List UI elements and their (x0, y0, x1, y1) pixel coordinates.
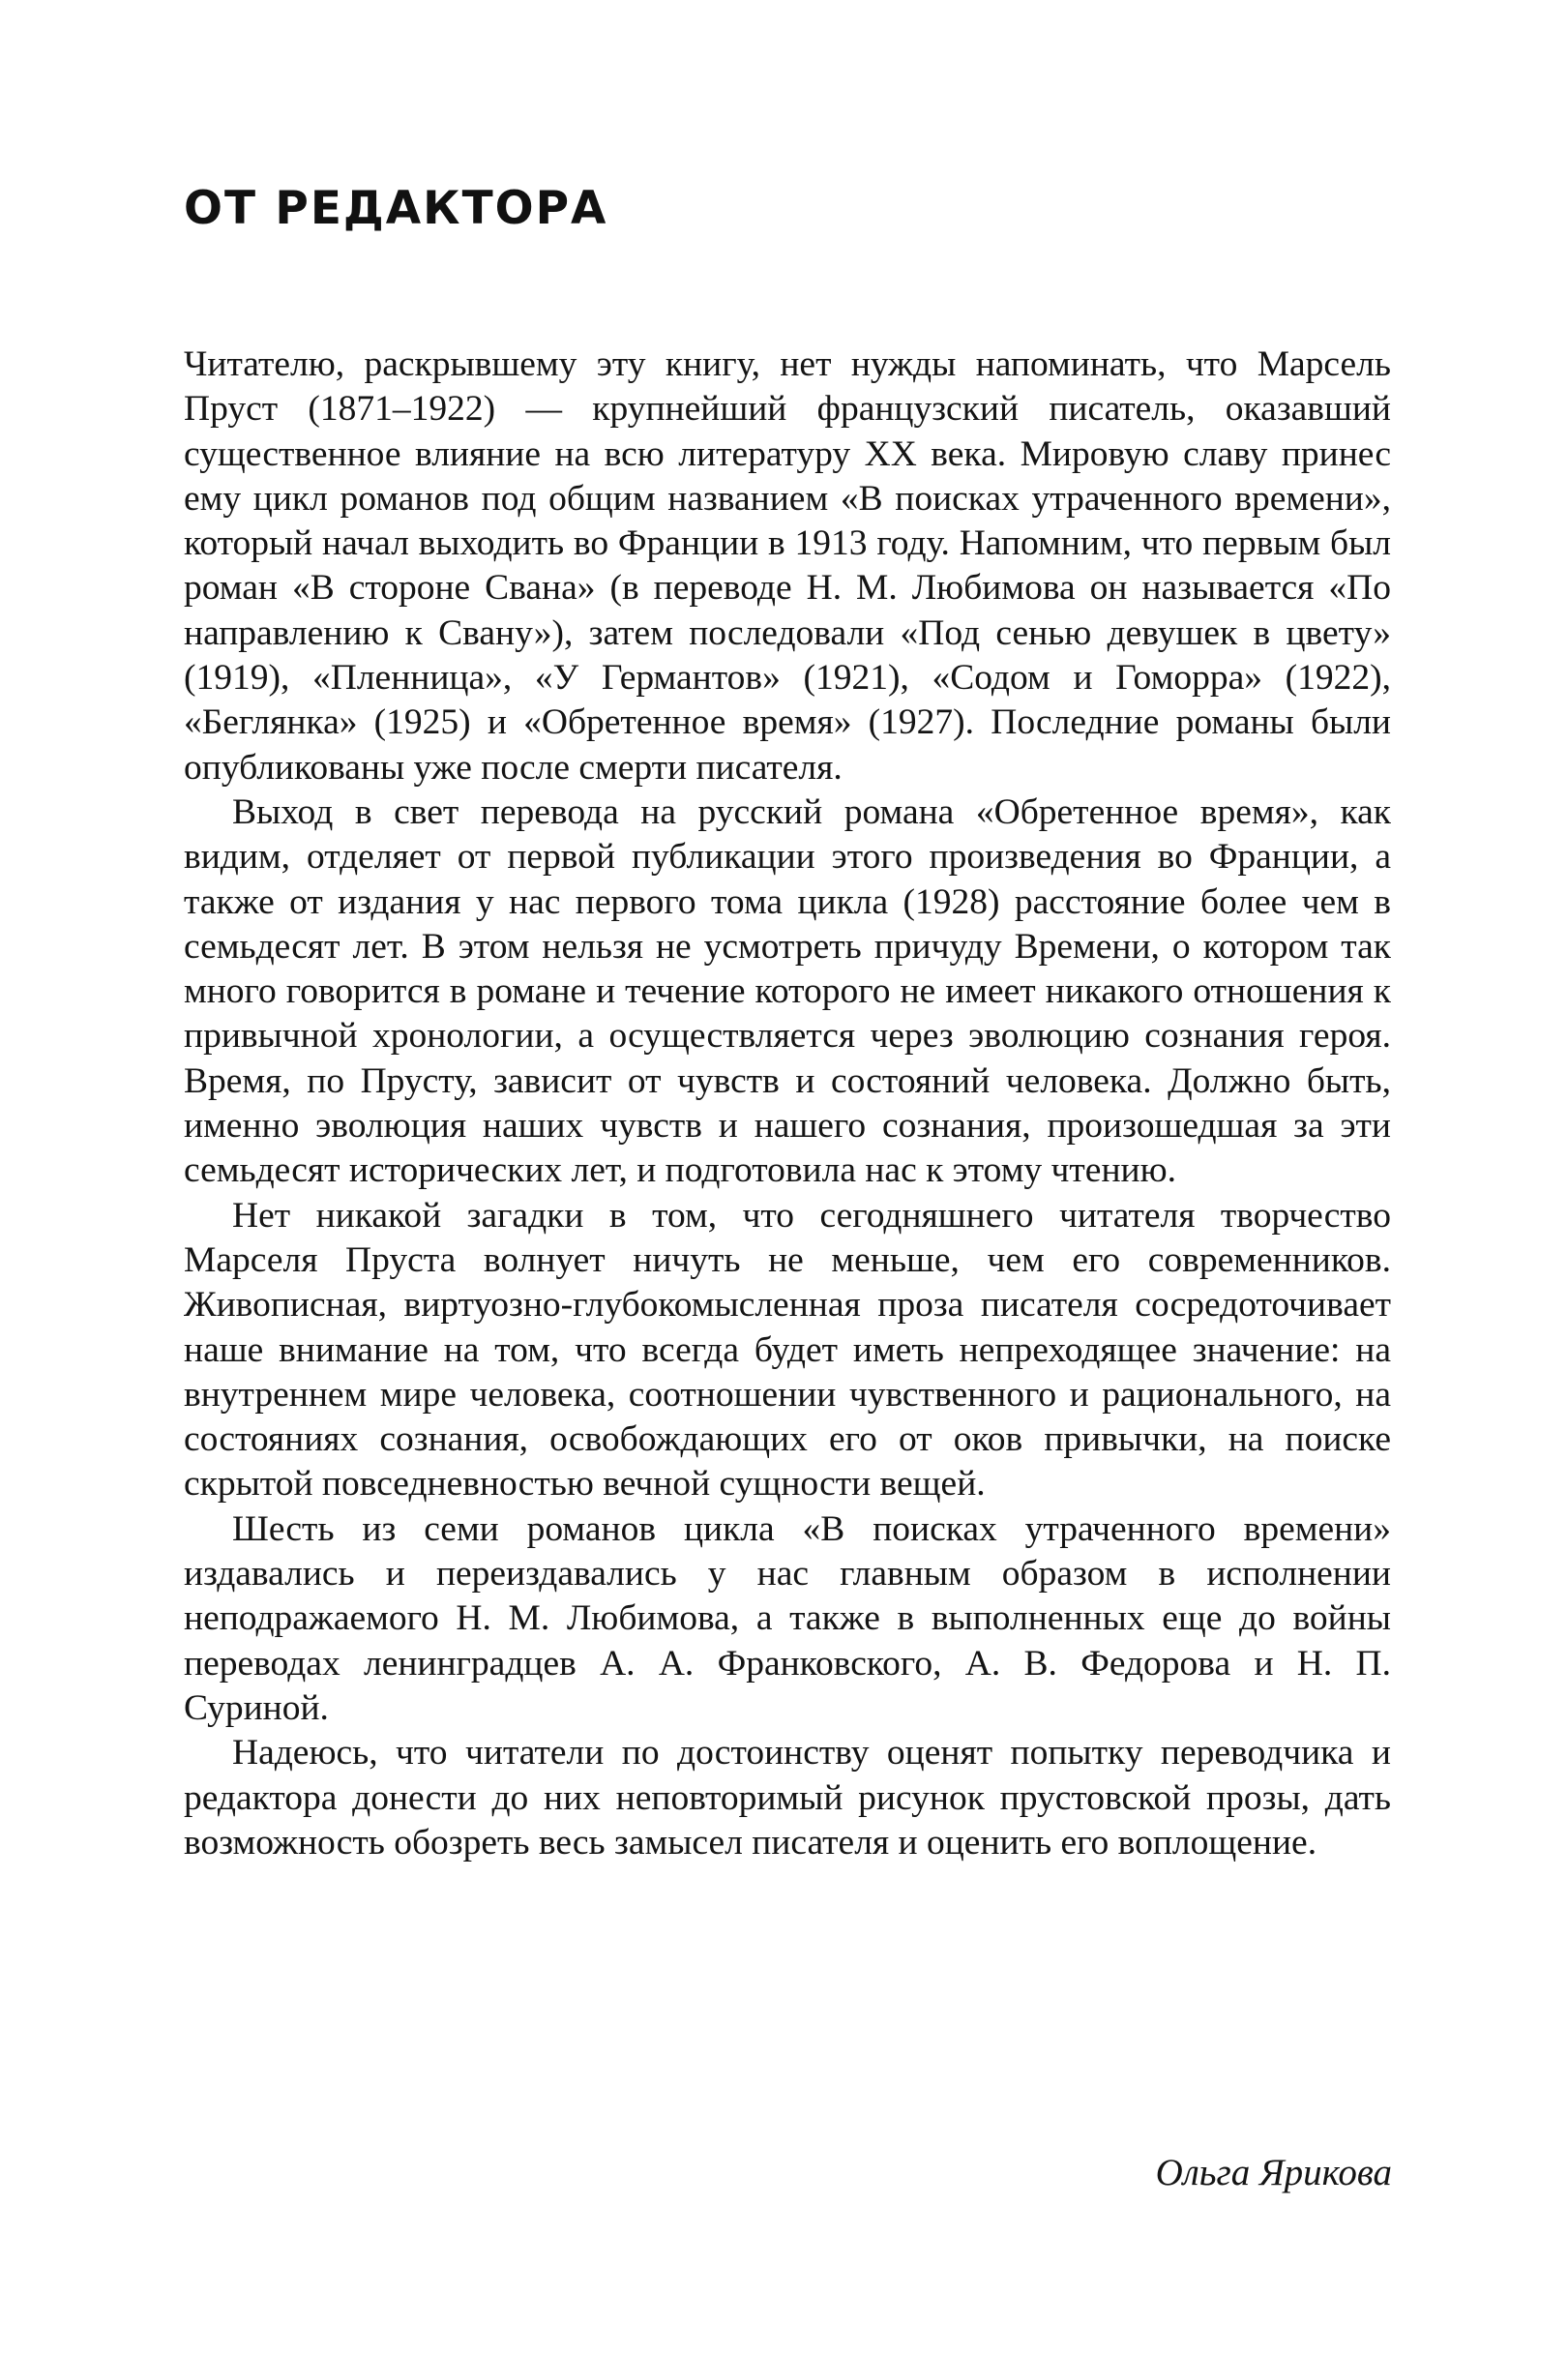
page-heading: ОТ РЕДАКТОРА (184, 182, 608, 235)
paragraph-4: Шесть из семи романов цикла «В поисках утраченного времени» издавались и переиздавались у нас главным образом в исполнении неподражаемого Н. М. Любимова, а также в выполненных еще до войны переводах ленинградцев А. А. Франковского, А. В. Федорова и Н. П. Суриной. (184, 1508, 1391, 1728)
paragraph-3: Нет никакой загадки в том, что сегодняшнего читателя творчество Марселя Пруста волнует ничуть не меньше, чем его современников. Живописная, виртуозно-глубокомысленная проза писателя сосредоточивает наше внимание на том, что всегда будет иметь непреходящее значение: на внутреннем мире человека, соотношении чувственного и рационального, на состояниях сознания, освобождающих его от оков привычки, на поиске скрытой повседневностью вечной сущности вещей. (184, 1195, 1391, 1505)
paragraph-1: Читателю, раскрывшему эту книгу, нет нужды напоминать, что Марсель Пруст (1871–1922) — крупнейший французский писатель, оказавший существенное влияние на всю литературу XX века. Мировую славу принес ему цикл романов под общим названием «В поисках утраченного времени», который начал выходить во Франции в 1913 году. Напомним, что первым был роман «В стороне Свана» (в переводе Н. М. Любимова он называется «По направлению к Свану»), затем последовали «Под сенью девушек в цвету» (1919), «Пленница», «У Германтов» (1921), «Содом и Гоморра» (1922), «Беглянка» (1925) и «Обретенное время» (1927). Последние романы были опубликованы уже после смерти писателя. (184, 344, 1391, 788)
paragraph-2: Выход в свет перевода на русский романа «Обретенное время», как видим, отделяет от первой публикации этого произведения во Франции, а также от издания у нас первого тома цикла (1928) расстояние более чем в семьдесят лет. В этом нельзя не усмотреть причуду Времени, о котором так много говорится в романе и течение которого не имеет никакого отношения к привычной хронологии, а осуществляется через эволюцию сознания героя. Время, по Прусту, зависит от чувств и состояний человека. Должно быть, именно эволюция наших чувств и нашего сознания, произошедшая за эти семьдесят исторических лет, и подготовила нас к этому чтению. (184, 791, 1391, 1191)
editor-note-body (184, 343, 1391, 1865)
paragraph-5: Надеюсь, что читатели по достоинству оценят попытку переводчика и редактора донести до них неповторимый рисунок прустовской прозы, дать возможность обозреть весь замысел писателя и оценить его воплощение. (184, 1733, 1391, 1863)
author-signature: Ольга Ярикова (1155, 2152, 1392, 2193)
